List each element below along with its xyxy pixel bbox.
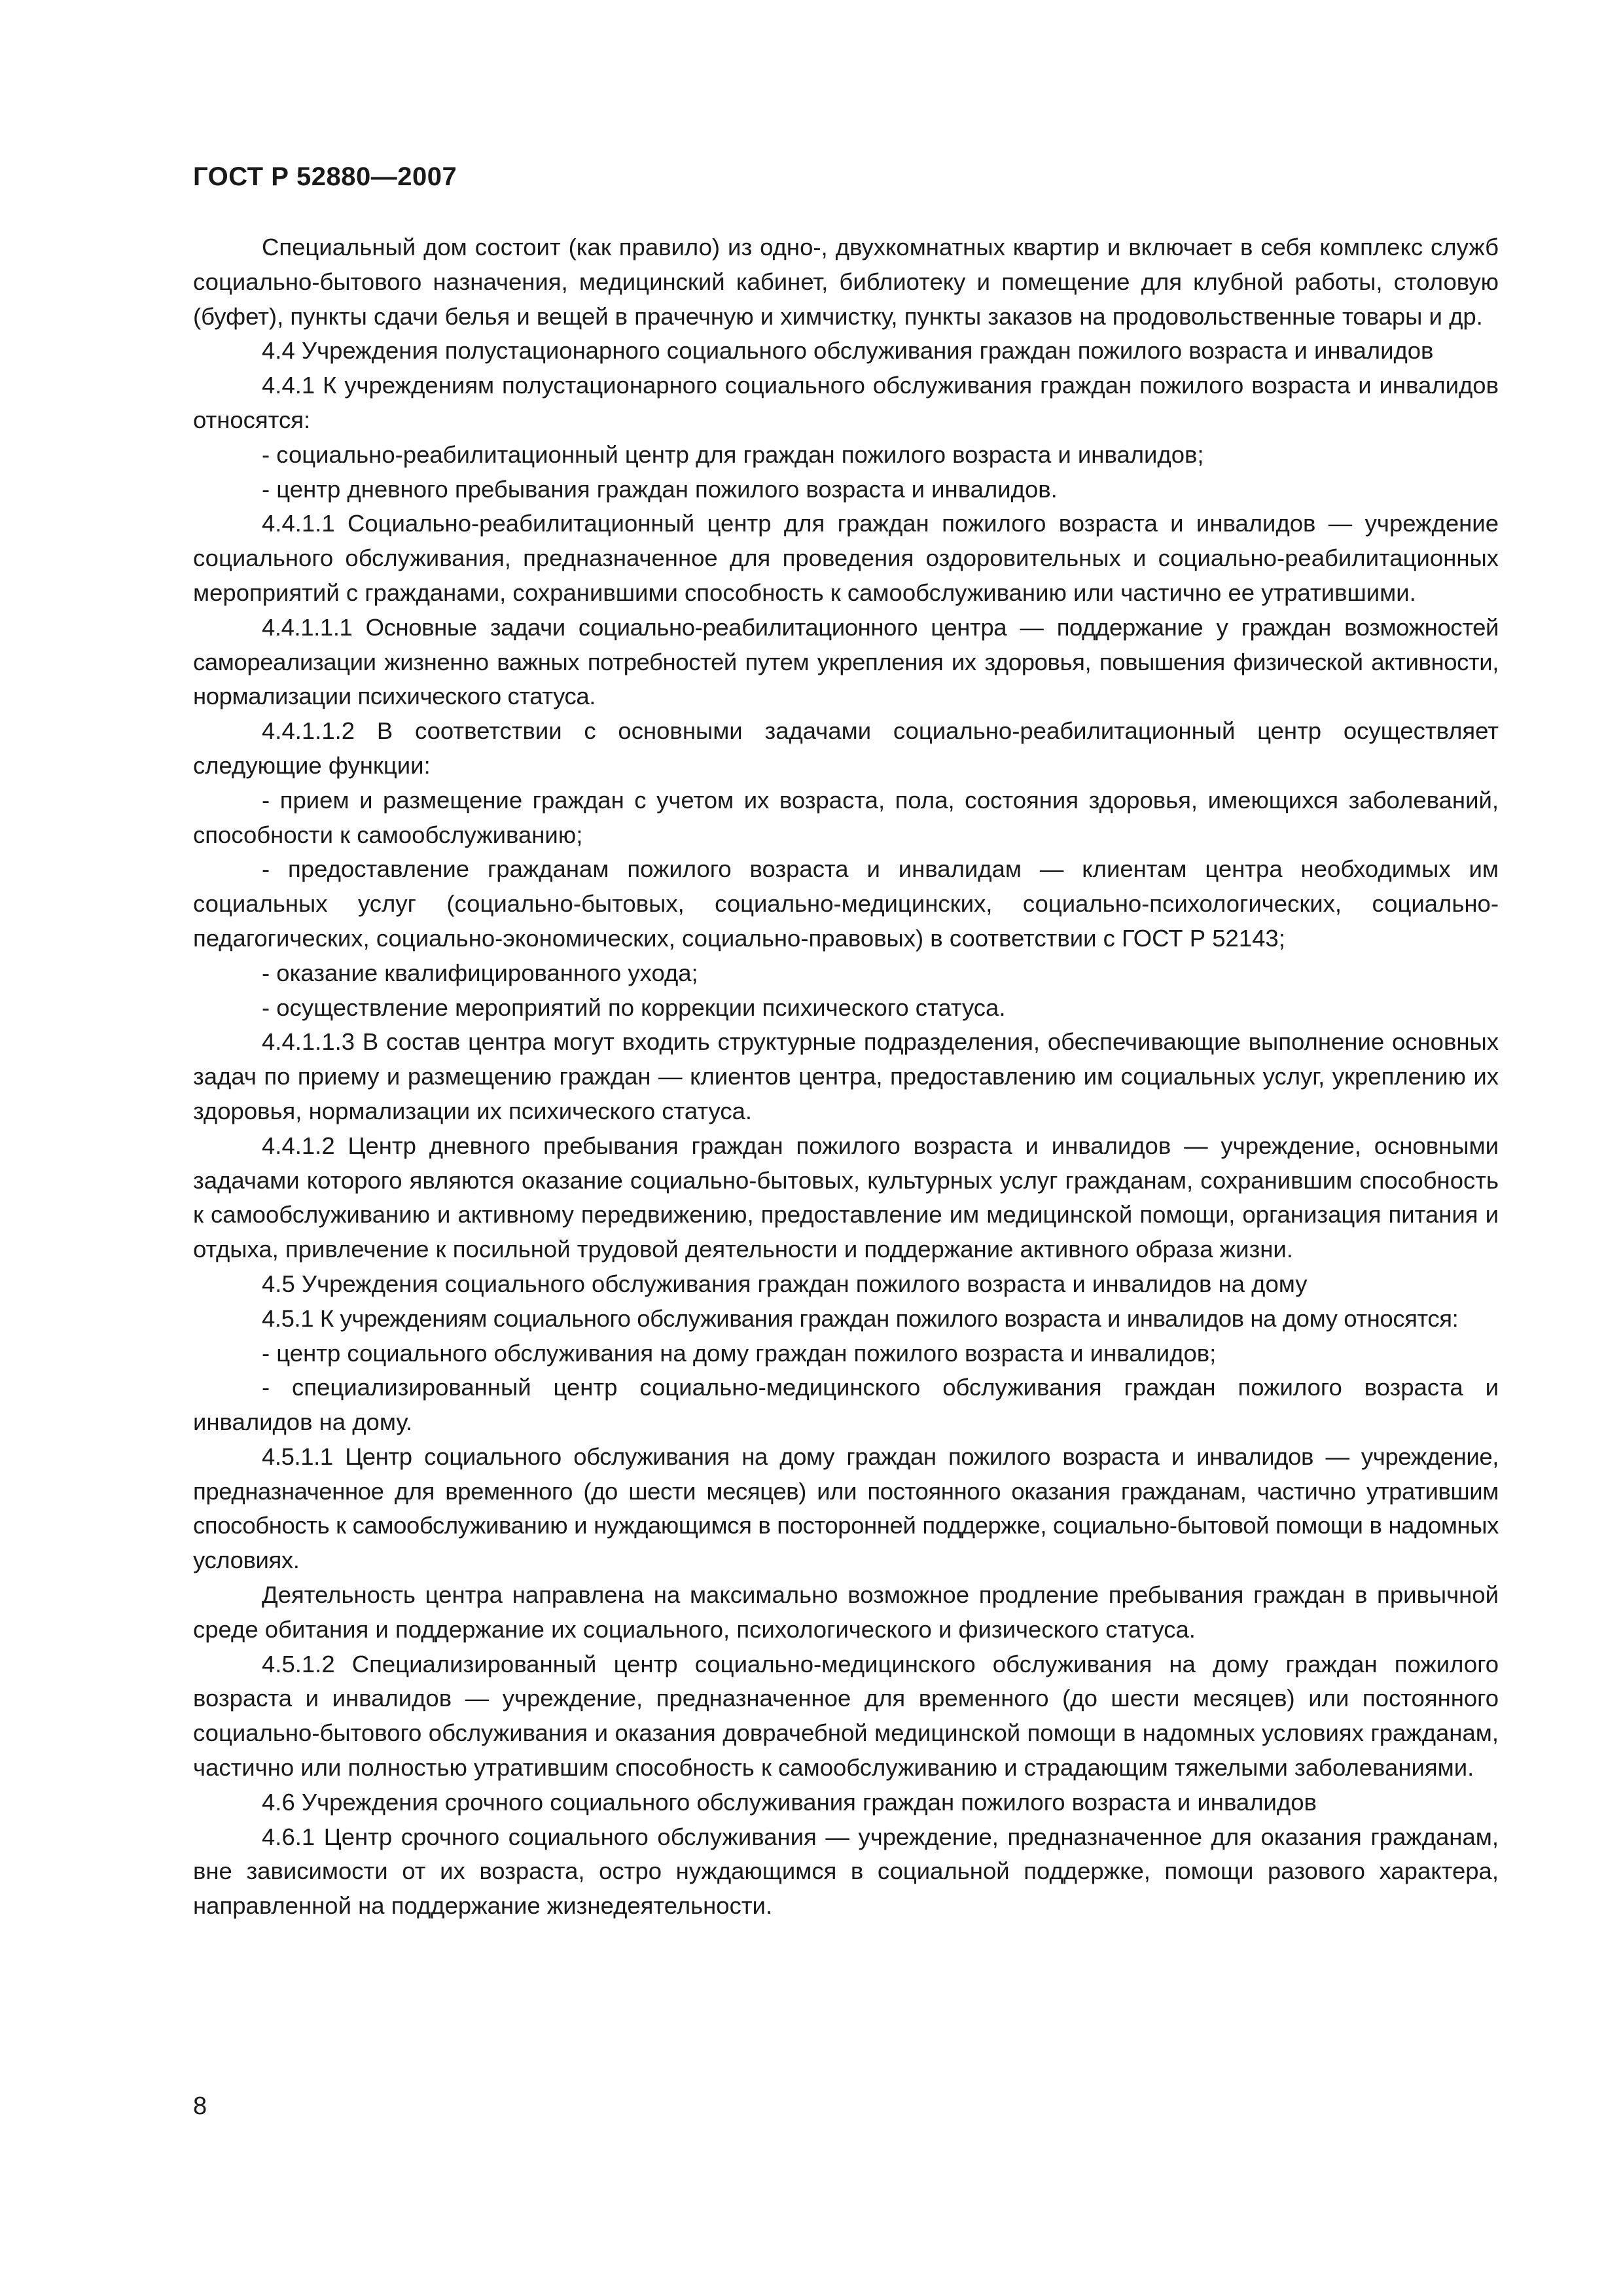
paragraph: 4.4.1.2 Центр дневного пребывания граждан пожилого возраста и инвалидов — учреждение, основными задачами которого являются оказание социально-бытовых, культурных услуг гражданам, сохранившим способность к самообслуживанию и активному передвижению, предоставление им медицинской помощи, организация питания и отдыха, привлечение к посильной трудовой деятельности и поддержание активного образа жизни. [193,1132,1499,1263]
list-item: - осуществление мероприятий по коррекции психического статуса. [262,994,1006,1021]
paragraph: 4.5.1.2 Специализированный центр социально-медицинского обслуживания на дому граждан пожилого возраста и инвалидов — учреждение, предназначенное для временного (до шести месяцев) или постоянного социально-бытового обслуживания и оказания доврачебной медицинской помощи в надомных условиях гражданам, частично или полностью утратившим способность к самообслуживанию и страдающим тяжелыми заболеваниями. [193,1650,1499,1782]
list-item: - предоставление гражданам пожилого возраста и инвалидам — клиентам центра необходимых им социальных услуг (социально-бытовых, социально-медицинских, социально-психологических, социально-педагогических, социально-экономических, социально-правовых) в соответствии с ГОСТ Р 52143; [193,855,1499,952]
list-item: - оказание квалифицированного ухода; [262,959,698,986]
document-body [193,230,1499,1924]
paragraph: 4.6.1 Центр срочного социального обслуживания — учреждение, предназначенное для оказания гражданам, вне зависимости от их возраста, остро нуждающимся в социальной поддержке, помощи разового характера, направленной на поддержание жизнедеятельности. [193,1823,1499,1920]
list-item: - центр социального обслуживания на дому граждан пожилого возраста и инвалидов; [262,1339,1217,1367]
page-number: 8 [193,2092,207,2120]
section-heading: 4.5 Учреждения социального обслуживания граждан пожилого возраста и инвалидов на дому [262,1270,1308,1297]
list-item: - прием и размещение граждан с учетом их возраста, пола, состояния здоровья, имеющихся заболеваний, способности к самообслуживанию; [193,786,1499,848]
paragraph: 4.4.1.1.1 Основные задачи социально-реабилитационного центра — поддержание у граждан возможностей самореализации жизненно важных потребностей путем укрепления их здоровья, повышения физической активности, нормализации психического статуса. [193,613,1499,710]
list-item: - центр дневного пребывания граждан пожилого возраста и инвалидов. [262,475,1058,503]
paragraph: 4.5.1 К учреждениям социального обслуживания граждан пожилого возраста и инвалидов на дому относятся: [262,1304,1459,1332]
paragraph: 4.4.1.1 Социально-реабилитационный центр для граждан пожилого возраста и инвалидов — учреждение социального обслуживания, предназначенное для проведения оздоровительных и социально-реабилитационных мероприятий с гражданами, сохранившими способность к самообслуживанию или частично ее утратившими. [193,510,1499,606]
list-item: - социально-реабилитационный центр для граждан пожилого возраста и инвалидов; [262,440,1204,468]
list-item: - специализированный центр социально-медицинского обслуживания граждан пожилого возраста и инвалидов на дому. [193,1374,1499,1436]
paragraph: 4.4.1 К учреждениям полустационарного социального обслуживания граждан пожилого возраста и инвалидов относятся: [193,372,1499,433]
paragraph: Деятельность центра направлена на максимально возможное продление пребывания граждан в привычной среде обитания и поддержание их социального, психологического и физического статуса. [193,1581,1499,1643]
section-heading: 4.4 Учреждения полустационарного социального обслуживания граждан пожилого возраста и инвалидов [262,337,1434,365]
document-header: ГОСТ Р 52880—2007 [193,162,457,191]
paragraph: 4.4.1.1.3 В состав центра могут входить структурные подразделения, обеспечивающие выполнение основных задач по приему и размещению граждан — клиентов центра, предоставлению им социальных услуг, укреплению их здоровья, нормализации их психического статуса. [193,1028,1499,1124]
section-heading: 4.6 Учреждения срочного социального обслуживания граждан пожилого возраста и инвалидов [262,1788,1317,1816]
paragraph: Специальный дом состоит (как правило) из одно-, двухкомнатных квартир и включает в себя комплекс служб социально-бытового назначения, медицинский кабинет, библиотеку и помещение для клубной работы, столовую (буфет), пункты сдачи белья и вещей в прачечную и химчистку, пункты заказов на продовольственные товары и др. [193,234,1499,330]
paragraph: 4.4.1.1.2 В соответствии с основными задачами социально-реабилитационный центр осуществляет следующие функции: [193,717,1499,779]
paragraph: 4.5.1.1 Центр социального обслуживания на дому граждан пожилого возраста и инвалидов — учреждение, предназначенное для временного (до шести месяцев) или постоянного оказания гражданам, частично утратившим способность к самообслуживанию и нуждающимся в посторонней поддержке, социально-бытовой помощи в надомных условиях. [193,1443,1499,1574]
